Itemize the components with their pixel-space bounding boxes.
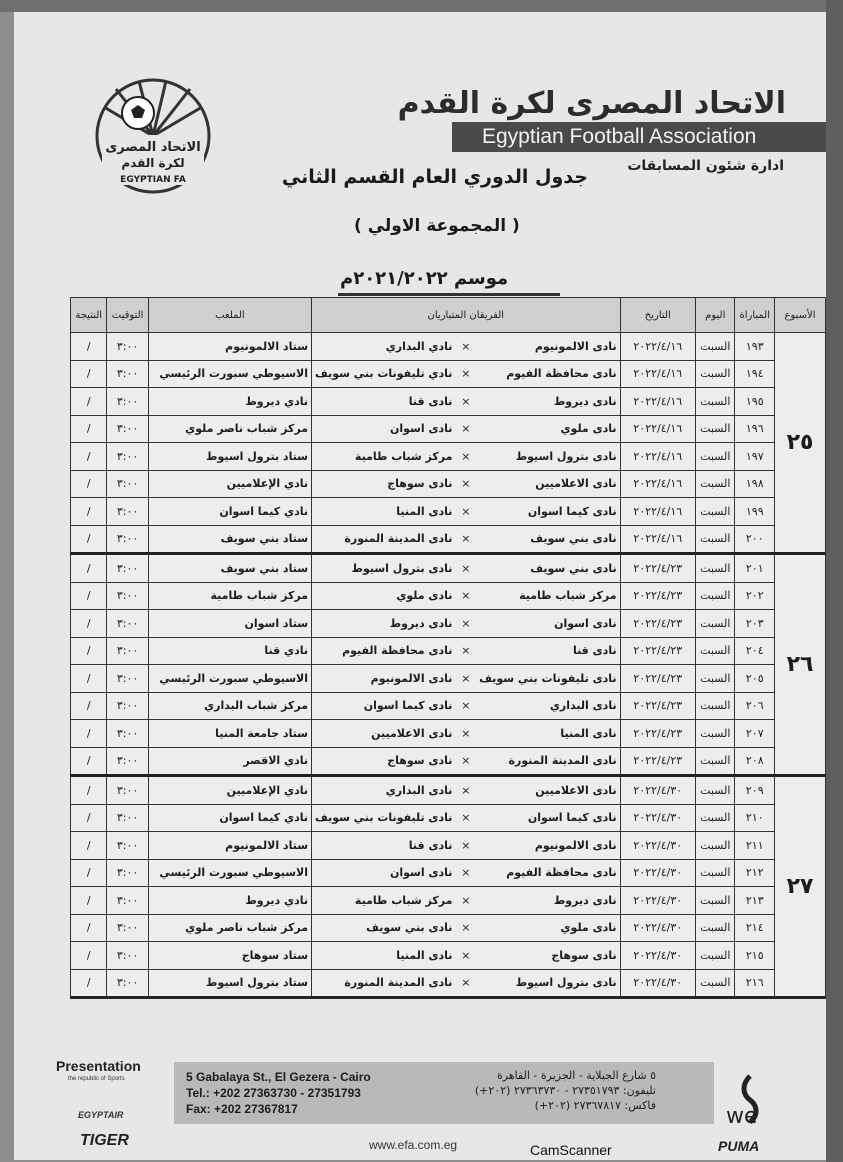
match-number: ٢١١ bbox=[735, 832, 775, 860]
match-day: السبت bbox=[696, 692, 735, 720]
table-row bbox=[71, 637, 826, 665]
match-day: السبت bbox=[696, 747, 735, 776]
versus-mark: × bbox=[455, 554, 476, 583]
away-team: نادى المنيا bbox=[312, 498, 456, 526]
match-number: ١٩٦ bbox=[735, 415, 775, 443]
match-day: السبت bbox=[696, 525, 735, 554]
match-number: ٢٠٢ bbox=[735, 582, 775, 610]
versus-mark: × bbox=[455, 720, 476, 748]
stadium: نادي الاقصر bbox=[148, 747, 311, 776]
versus-mark: × bbox=[455, 360, 476, 388]
table-row bbox=[71, 887, 826, 915]
away-team: نادى محافظة الفيوم bbox=[312, 637, 456, 665]
stadium: نادي الإعلاميين bbox=[148, 470, 311, 498]
kickoff-time: ٣:٠٠ bbox=[107, 388, 148, 416]
away-team: مركز شباب طامية bbox=[312, 887, 456, 915]
match-number: ١٩٥ bbox=[735, 388, 775, 416]
home-team: نادى تليفونات بني سويف bbox=[476, 665, 620, 693]
stadium: نادي الإعلاميين bbox=[148, 776, 311, 805]
match-result: / bbox=[71, 554, 107, 583]
kickoff-time: ٣:٠٠ bbox=[107, 804, 148, 832]
match-day: السبت bbox=[696, 887, 735, 915]
match-date: ٢٠٢٢/٤/٣٠ bbox=[620, 832, 695, 860]
table-row bbox=[71, 720, 826, 748]
match-date: ٢٠٢٢/٤/١٦ bbox=[620, 443, 695, 471]
stadium: نادي ديروط bbox=[148, 388, 311, 416]
home-team: نادى اسوان bbox=[476, 610, 620, 638]
match-result: / bbox=[71, 747, 107, 776]
match-day: السبت bbox=[696, 470, 735, 498]
stadium: ستاد بترول اسيوط bbox=[148, 443, 311, 471]
address-en-line-1: 5 Gabalaya St., El Gezera - Cairo bbox=[186, 1070, 371, 1084]
away-team: نادى تليفونات بني سويف bbox=[312, 804, 456, 832]
efa-logo-icon bbox=[94, 77, 212, 195]
we-logo-text: we bbox=[726, 1104, 758, 1129]
header-day: اليوم bbox=[696, 298, 735, 333]
match-number: ١٩٧ bbox=[735, 443, 775, 471]
stadium: ستاد اسوان bbox=[148, 610, 311, 638]
away-team: نادى الالمونيوم bbox=[312, 665, 456, 693]
match-result: / bbox=[71, 832, 107, 860]
away-team: نادى قنا bbox=[312, 832, 456, 860]
presentation-tagline: the republic of Sports bbox=[68, 1076, 125, 1082]
page-footer bbox=[14, 1052, 826, 1160]
table-row bbox=[71, 388, 826, 416]
away-team: نادى المنيا bbox=[312, 942, 456, 970]
versus-mark: × bbox=[455, 804, 476, 832]
header-result: النتيجة bbox=[71, 298, 107, 333]
match-number: ٢١٠ bbox=[735, 804, 775, 832]
table-row bbox=[71, 832, 826, 860]
versus-mark: × bbox=[455, 498, 476, 526]
match-date: ٢٠٢٢/٤/٣٠ bbox=[620, 804, 695, 832]
address-ar-line-3: فاكس: ٢٧٣٦٧٨١٧ (٢٠٢+) bbox=[534, 1099, 656, 1112]
versus-mark: × bbox=[455, 665, 476, 693]
home-team: نادى بترول اسيوط bbox=[476, 969, 620, 998]
match-date: ٢٠٢٢/٤/٢٣ bbox=[620, 720, 695, 748]
away-team: نادى سوهاج bbox=[312, 470, 456, 498]
kickoff-time: ٣:٠٠ bbox=[107, 969, 148, 998]
away-team: مركز شباب طامية bbox=[312, 443, 456, 471]
address-ar bbox=[475, 1068, 656, 1113]
home-team: نادى ملوي bbox=[476, 415, 620, 443]
kickoff-time: ٣:٠٠ bbox=[107, 498, 148, 526]
table-row bbox=[71, 415, 826, 443]
table-row bbox=[71, 443, 826, 471]
table-row bbox=[71, 582, 826, 610]
table-row bbox=[71, 333, 826, 361]
away-team: نادى كيما اسوان bbox=[312, 692, 456, 720]
match-date: ٢٠٢٢/٤/١٦ bbox=[620, 360, 695, 388]
match-number: ٢١٤ bbox=[735, 914, 775, 942]
away-team: نادى اسوان bbox=[312, 415, 456, 443]
versus-mark: × bbox=[455, 582, 476, 610]
match-day: السبت bbox=[696, 859, 735, 887]
match-day: السبت bbox=[696, 582, 735, 610]
versus-mark: × bbox=[455, 692, 476, 720]
versus-mark: × bbox=[455, 637, 476, 665]
match-number: ٢١٦ bbox=[735, 969, 775, 998]
match-number: ٢١٢ bbox=[735, 859, 775, 887]
home-team: نادى ديروط bbox=[476, 388, 620, 416]
season-underline bbox=[338, 293, 560, 296]
versus-mark: × bbox=[455, 747, 476, 776]
kickoff-time: ٣:٠٠ bbox=[107, 637, 148, 665]
stadium: ستاد بترول اسيوط bbox=[148, 969, 311, 998]
away-team: نادى ديروط bbox=[312, 610, 456, 638]
match-date: ٢٠٢٢/٤/٢٣ bbox=[620, 747, 695, 776]
header-stadium: الملعب bbox=[148, 298, 311, 333]
versus-mark: × bbox=[455, 333, 476, 361]
match-result: / bbox=[71, 914, 107, 942]
match-date: ٢٠٢٢/٤/٣٠ bbox=[620, 969, 695, 998]
stadium: ستاد الالمونيوم bbox=[148, 333, 311, 361]
match-date: ٢٠٢٢/٤/١٦ bbox=[620, 498, 695, 526]
match-result: / bbox=[71, 942, 107, 970]
match-result: / bbox=[71, 360, 107, 388]
match-day: السبت bbox=[696, 388, 735, 416]
home-team: نادى كيما اسوان bbox=[476, 498, 620, 526]
kickoff-time: ٣:٠٠ bbox=[107, 859, 148, 887]
stadium: نادي كيما اسوان bbox=[148, 498, 311, 526]
kickoff-time: ٣:٠٠ bbox=[107, 942, 148, 970]
schedule-body bbox=[71, 333, 826, 998]
match-number: ٢٠٨ bbox=[735, 747, 775, 776]
versus-mark: × bbox=[455, 443, 476, 471]
logo-text-ar1: الاتحاد المصرى bbox=[105, 140, 201, 155]
home-team: نادى ملوي bbox=[476, 914, 620, 942]
home-team: نادى البداري bbox=[476, 692, 620, 720]
kickoff-time: ٣:٠٠ bbox=[107, 415, 148, 443]
match-date: ٢٠٢٢/٤/١٦ bbox=[620, 470, 695, 498]
match-result: / bbox=[71, 525, 107, 554]
versus-mark: × bbox=[455, 525, 476, 554]
right-edge bbox=[826, 0, 843, 1162]
versus-mark: × bbox=[455, 969, 476, 998]
top-edge bbox=[0, 0, 843, 12]
header-week: الأسبوع bbox=[775, 298, 826, 333]
match-date: ٢٠٢٢/٤/٣٠ bbox=[620, 859, 695, 887]
away-team: نادى قنا bbox=[312, 388, 456, 416]
match-result: / bbox=[71, 776, 107, 805]
match-result: / bbox=[71, 637, 107, 665]
match-day: السبت bbox=[696, 804, 735, 832]
header-date: التاريخ bbox=[620, 298, 695, 333]
home-team: نادى محافظة الفيوم bbox=[476, 859, 620, 887]
match-number: ٢٠٩ bbox=[735, 776, 775, 805]
match-number: ٢١٣ bbox=[735, 887, 775, 915]
away-team: نادى بني سويف bbox=[312, 914, 456, 942]
stadium: مركز شباب ناصر ملوي bbox=[148, 415, 311, 443]
match-number: ٢٠١ bbox=[735, 554, 775, 583]
website-link[interactable]: www.efa.com.eg bbox=[369, 1138, 458, 1152]
home-team: نادى الاعلاميين bbox=[476, 470, 620, 498]
away-team: نادى المدينة المنورة bbox=[312, 969, 456, 998]
table-header-row bbox=[71, 298, 826, 333]
match-result: / bbox=[71, 859, 107, 887]
home-team: نادى سوهاج bbox=[476, 942, 620, 970]
home-team: نادى ديروط bbox=[476, 887, 620, 915]
home-team: نادى بني سويف bbox=[476, 525, 620, 554]
kickoff-time: ٣:٠٠ bbox=[107, 914, 148, 942]
match-result: / bbox=[71, 804, 107, 832]
match-number: ١٩٤ bbox=[735, 360, 775, 388]
egyptair-logo: EGYPTAIR bbox=[78, 1110, 124, 1120]
stadium: نادي كيما اسوان bbox=[148, 804, 311, 832]
match-day: السبت bbox=[696, 333, 735, 361]
stadium: نادي قنا bbox=[148, 637, 311, 665]
home-team: نادى الاعلاميين bbox=[476, 776, 620, 805]
presentation-logo: Presentation bbox=[56, 1058, 141, 1074]
match-number: ٢٠٧ bbox=[735, 720, 775, 748]
match-result: / bbox=[71, 665, 107, 693]
scanner-watermark: CamScanner bbox=[530, 1142, 612, 1158]
table-row bbox=[71, 804, 826, 832]
home-team: نادى قنا bbox=[476, 637, 620, 665]
week-number: ٢٧ bbox=[775, 776, 826, 998]
schedule-table bbox=[70, 297, 826, 999]
federation-name-en: Egyptian Football Association bbox=[452, 122, 826, 152]
kickoff-time: ٣:٠٠ bbox=[107, 747, 148, 776]
match-day: السبت bbox=[696, 665, 735, 693]
stadium: ستاد بني سويف bbox=[148, 525, 311, 554]
match-date: ٢٠٢٢/٤/٢٣ bbox=[620, 692, 695, 720]
table-row bbox=[71, 776, 826, 805]
away-team: نادى البداري bbox=[312, 776, 456, 805]
kickoff-time: ٣:٠٠ bbox=[107, 610, 148, 638]
match-date: ٢٠٢٢/٤/١٦ bbox=[620, 415, 695, 443]
match-result: / bbox=[71, 692, 107, 720]
match-result: / bbox=[71, 388, 107, 416]
table-row bbox=[71, 747, 826, 776]
address-ar-line-1: ٥ شارع الجبلاية - الجزيرة - القاهرة bbox=[496, 1069, 656, 1082]
group-name: ( المجموعة الاولي ) bbox=[354, 216, 520, 236]
week-number: ٢٦ bbox=[775, 554, 826, 776]
kickoff-time: ٣:٠٠ bbox=[107, 582, 148, 610]
match-number: ٢٠٤ bbox=[735, 637, 775, 665]
versus-mark: × bbox=[455, 776, 476, 805]
versus-mark: × bbox=[455, 942, 476, 970]
stadium: ستاد الالمونيوم bbox=[148, 832, 311, 860]
table-row bbox=[71, 360, 826, 388]
table-row bbox=[71, 914, 826, 942]
home-team: نادى بترول اسيوط bbox=[476, 443, 620, 471]
versus-mark: × bbox=[455, 859, 476, 887]
match-date: ٢٠٢٢/٤/٣٠ bbox=[620, 942, 695, 970]
stadium: مركز شباب طامية bbox=[148, 582, 311, 610]
match-result: / bbox=[71, 720, 107, 748]
federation-name-ar: الاتحاد المصرى لكرة القدم bbox=[397, 86, 786, 121]
page-title: جدول الدوري العام القسم الثاني bbox=[281, 166, 588, 188]
versus-mark: × bbox=[455, 388, 476, 416]
match-result: / bbox=[71, 470, 107, 498]
match-result: / bbox=[71, 443, 107, 471]
match-number: ٢٠٣ bbox=[735, 610, 775, 638]
address-en-line-3: Fax: +202 27367817 bbox=[186, 1102, 298, 1116]
away-team: نادي تليفونات بني سويف bbox=[312, 360, 456, 388]
home-team: نادى المنيا bbox=[476, 720, 620, 748]
match-result: / bbox=[71, 887, 107, 915]
match-date: ٢٠٢٢/٤/٣٠ bbox=[620, 914, 695, 942]
match-date: ٢٠٢٢/٤/٣٠ bbox=[620, 887, 695, 915]
stadium: مركز شباب البداري bbox=[148, 692, 311, 720]
logo-text-ar2: لكرة القدم bbox=[121, 156, 185, 170]
home-team: نادى الالمونيوم bbox=[476, 832, 620, 860]
match-day: السبت bbox=[696, 360, 735, 388]
kickoff-time: ٣:٠٠ bbox=[107, 692, 148, 720]
match-number: ١٩٨ bbox=[735, 470, 775, 498]
match-result: / bbox=[71, 498, 107, 526]
stadium: الاسيوطي سبورت الرئيسي bbox=[148, 360, 311, 388]
match-day: السبت bbox=[696, 720, 735, 748]
match-day: السبت bbox=[696, 415, 735, 443]
match-date: ٢٠٢٢/٤/١٦ bbox=[620, 525, 695, 554]
kickoff-time: ٣:٠٠ bbox=[107, 776, 148, 805]
match-day: السبت bbox=[696, 498, 735, 526]
versus-mark: × bbox=[455, 914, 476, 942]
logo-text-en: EGYPTIAN FA bbox=[120, 175, 186, 185]
stadium: ستاد جامعة المنيا bbox=[148, 720, 311, 748]
address-ar-line-2: تليفون: ٢٧٣٥١٧٩٣ - ٢٧٣٦٣٧٣٠ (٢٠٢+) bbox=[474, 1084, 656, 1097]
address-en-line-2: Tel.: +202 27363730 - 27351793 bbox=[186, 1086, 361, 1100]
match-number: ١٩٩ bbox=[735, 498, 775, 526]
match-day: السبت bbox=[696, 637, 735, 665]
match-date: ٢٠٢٢/٤/٢٣ bbox=[620, 582, 695, 610]
away-team: نادى الاعلاميين bbox=[312, 720, 456, 748]
match-number: ٢٠٠ bbox=[735, 525, 775, 554]
table-row bbox=[71, 554, 826, 583]
stadium: مركز شباب ناصر ملوي bbox=[148, 914, 311, 942]
table-row bbox=[71, 665, 826, 693]
home-team: نادى محافظة الفيوم bbox=[476, 360, 620, 388]
match-date: ٢٠٢٢/٤/٣٠ bbox=[620, 776, 695, 805]
table-row bbox=[71, 969, 826, 998]
home-team: نادى بني سويف bbox=[476, 554, 620, 583]
kickoff-time: ٣:٠٠ bbox=[107, 887, 148, 915]
kickoff-time: ٣:٠٠ bbox=[107, 443, 148, 471]
match-result: / bbox=[71, 333, 107, 361]
stadium: نادي ديروط bbox=[148, 887, 311, 915]
match-day: السبت bbox=[696, 832, 735, 860]
match-number: ٢٠٦ bbox=[735, 692, 775, 720]
away-team: نادى بترول اسيوط bbox=[312, 554, 456, 583]
match-date: ٢٠٢٢/٤/٢٣ bbox=[620, 610, 695, 638]
stadium: الاسيوطي سبورت الرئيسي bbox=[148, 859, 311, 887]
header-time: التوقيت bbox=[107, 298, 148, 333]
kickoff-time: ٣:٠٠ bbox=[107, 525, 148, 554]
away-team: نادى اسوان bbox=[312, 859, 456, 887]
match-day: السبت bbox=[696, 914, 735, 942]
table-row bbox=[71, 470, 826, 498]
home-team: نادى كيما اسوان bbox=[476, 804, 620, 832]
versus-mark: × bbox=[455, 887, 476, 915]
kickoff-time: ٣:٠٠ bbox=[107, 554, 148, 583]
puma-logo: PUMA bbox=[718, 1138, 760, 1154]
table-row bbox=[71, 610, 826, 638]
match-date: ٢٠٢٢/٤/١٦ bbox=[620, 333, 695, 361]
stadium: ستاد سوهاج bbox=[148, 942, 311, 970]
match-day: السبت bbox=[696, 443, 735, 471]
address-en bbox=[186, 1069, 371, 1117]
stadium: ستاد بني سويف bbox=[148, 554, 311, 583]
away-team: نادى المدينة المنورة bbox=[312, 525, 456, 554]
match-day: السبت bbox=[696, 942, 735, 970]
match-number: ٢٠٥ bbox=[735, 665, 775, 693]
week-number: ٢٥ bbox=[775, 333, 826, 554]
kickoff-time: ٣:٠٠ bbox=[107, 360, 148, 388]
home-team: نادى الالمونيوم bbox=[476, 333, 620, 361]
match-date: ٢٠٢٢/٤/٢٣ bbox=[620, 665, 695, 693]
home-team: نادى المدينة المنورة bbox=[476, 747, 620, 776]
match-number: ٢١٥ bbox=[735, 942, 775, 970]
kickoff-time: ٣:٠٠ bbox=[107, 333, 148, 361]
away-team: نادى ملوي bbox=[312, 582, 456, 610]
season-label: موسم ٢٠٢١/٢٠٢٢م bbox=[340, 268, 509, 289]
header-teams: الفريقان المتباريان bbox=[312, 298, 621, 333]
match-result: / bbox=[71, 610, 107, 638]
match-number: ١٩٣ bbox=[735, 333, 775, 361]
versus-mark: × bbox=[455, 610, 476, 638]
table-row bbox=[71, 942, 826, 970]
department-name: ادارة شئون المسابقات bbox=[627, 158, 784, 174]
match-day: السبت bbox=[696, 969, 735, 998]
match-result: / bbox=[71, 969, 107, 998]
table-row bbox=[71, 692, 826, 720]
kickoff-time: ٣:٠٠ bbox=[107, 470, 148, 498]
document-page bbox=[14, 12, 826, 1160]
match-date: ٢٠٢٢/٤/٢٣ bbox=[620, 554, 695, 583]
home-team: مركز شباب طامية bbox=[476, 582, 620, 610]
versus-mark: × bbox=[455, 832, 476, 860]
versus-mark: × bbox=[455, 470, 476, 498]
header-match: المباراة bbox=[735, 298, 775, 333]
match-result: / bbox=[71, 582, 107, 610]
table-row bbox=[71, 498, 826, 526]
match-day: السبت bbox=[696, 776, 735, 805]
away-team: نادي البداري bbox=[312, 333, 456, 361]
stadium: الاسيوطي سبورت الرئيسي bbox=[148, 665, 311, 693]
match-result: / bbox=[71, 415, 107, 443]
match-date: ٢٠٢٢/٤/٢٣ bbox=[620, 637, 695, 665]
kickoff-time: ٣:٠٠ bbox=[107, 720, 148, 748]
match-day: السبت bbox=[696, 554, 735, 583]
table-row bbox=[71, 859, 826, 887]
match-day: السبت bbox=[696, 610, 735, 638]
table-row bbox=[71, 525, 826, 554]
away-team: نادى سوهاج bbox=[312, 747, 456, 776]
match-date: ٢٠٢٢/٤/١٦ bbox=[620, 388, 695, 416]
kickoff-time: ٣:٠٠ bbox=[107, 832, 148, 860]
versus-mark: × bbox=[455, 415, 476, 443]
tiger-logo: TIGER bbox=[80, 1132, 129, 1149]
kickoff-time: ٣:٠٠ bbox=[107, 665, 148, 693]
